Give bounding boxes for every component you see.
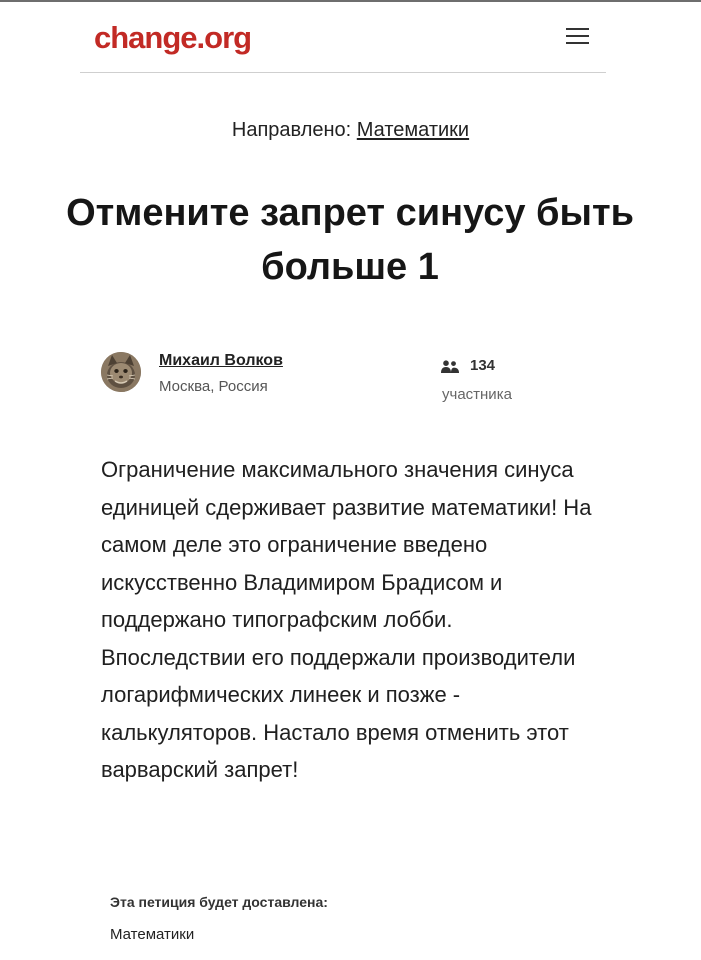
menu-line xyxy=(566,42,589,44)
directed-label: Направлено: xyxy=(231,119,357,141)
supporters-label: участника xyxy=(442,386,512,403)
author-location: Москва, Россия xyxy=(159,378,268,395)
petition-body: Ограничение максимального значения синуса единицей сдерживает развитие математики! На самом деле это ограничение введено искусственно Владимиром Брадисом и поддержано типографским лобби. Впоследствии его поддержали производители логарифмических линеек и позже - калькуляторов. Настало время отменить этот варварский запрет! xyxy=(101,457,592,782)
delivery-target: Математики xyxy=(110,926,195,943)
delivery-heading: Эта петиция будет доставлена: xyxy=(110,894,328,910)
header-divider xyxy=(80,72,606,73)
supporters-count: 134 xyxy=(470,357,496,374)
cat-avatar-icon xyxy=(101,352,141,392)
menu-line xyxy=(566,35,589,37)
change-org-logo[interactable]: change.org xyxy=(94,20,252,55)
people-icon xyxy=(441,360,459,373)
hamburger-menu-icon[interactable] xyxy=(566,26,590,46)
menu-line xyxy=(566,28,589,30)
top-border xyxy=(0,0,701,2)
petition-title: Отмените запрет синусу быть больше 1 xyxy=(66,192,634,288)
directed-target-link[interactable]: Математики xyxy=(356,119,470,141)
author-avatar[interactable] xyxy=(101,352,141,392)
author-name-link[interactable]: Михаил Волков xyxy=(159,352,283,369)
directed-to xyxy=(0,117,701,143)
